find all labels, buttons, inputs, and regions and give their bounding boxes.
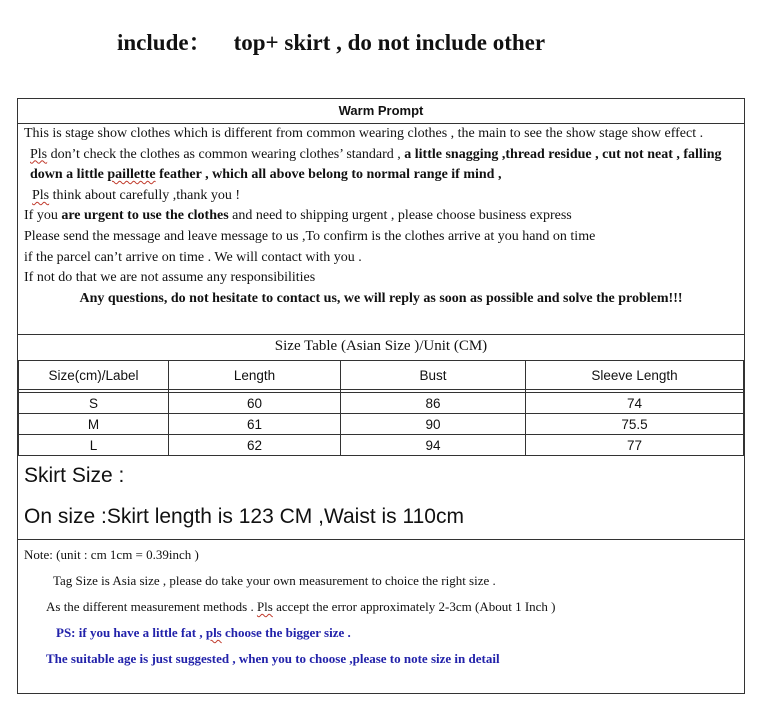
- cell-size: L: [19, 435, 169, 456]
- prompt-line-2: Pls don’t check the clothes as common wearing clothes’ standard , a little snagging ,thread residue , cut not neat , falling down a little paillette feather , which all above belong to normal range if mind ,: [30, 146, 722, 183]
- warm-prompt-body: [24, 124, 738, 309]
- col-header-length: Length: [169, 361, 341, 390]
- prompt-line-1: This is stage show clothes which is different from common wearing clothes , the main to see the show stage show effect .: [24, 126, 704, 141]
- page-headline: [117, 24, 545, 57]
- col-header-sleeve-length: Sleeve Length: [526, 361, 744, 390]
- note-tag-size: Tag Size is Asia size , please do take your own measurement to choice the right size .: [53, 573, 496, 588]
- note-suitable-age: The suitable age is just suggested , when you to choose ,please to note size in detail: [46, 651, 500, 666]
- size-table-title: Size Table (Asian Size )/Unit (CM): [274, 338, 488, 354]
- cell-length: 60: [169, 393, 341, 414]
- note-unit: Note: (unit : cm 1cm = 0.39inch ): [24, 547, 199, 562]
- skirt-size-detail: On size :Skirt length is 123 CM ,Waist is 110cm: [24, 505, 464, 528]
- cell-sleeve-length: 74: [526, 393, 744, 414]
- col-header-bust: Bust: [341, 361, 526, 390]
- col-header-size: Size(cm)/Label: [19, 361, 169, 390]
- prompt-line-5: Please send the message and leave message to us ,To confirm is the clothes arrive at you hand on time: [24, 228, 596, 244]
- note-measurement: As the different measurement methods . Pls accept the error approximately 2-3cm (About 1 Inch ): [46, 599, 556, 614]
- headline-include-label: include：: [117, 30, 212, 55]
- warm-prompt-title: Warm Prompt: [338, 103, 424, 118]
- table-row: [19, 414, 744, 435]
- size-table-header-row: [19, 361, 744, 390]
- prompt-line-4: If you are urgent to use the clothes and need to shipping urgent , please choose business express: [24, 208, 572, 224]
- cell-size: M: [19, 414, 169, 435]
- cell-bust: 94: [341, 435, 526, 456]
- cell-size: S: [19, 393, 169, 414]
- cell-bust: 86: [341, 393, 526, 414]
- cell-sleeve-length: 77: [526, 435, 744, 456]
- size-table: [18, 360, 744, 456]
- cell-bust: 90: [341, 414, 526, 435]
- skirt-size-title: Skirt Size :: [24, 464, 125, 487]
- table-row: [19, 435, 744, 456]
- prompt-line-3: Pls think about carefully ,thank you !: [32, 187, 241, 203]
- prompt-line-7: If not do that we are not assume any responsibilities: [24, 270, 316, 286]
- cell-length: 61: [169, 414, 341, 435]
- prompt-line-6: if the parcel can’t arrive on time . We will contact with you .: [24, 249, 362, 265]
- cell-sleeve-length: 75.5: [526, 414, 744, 435]
- headline-include-text: top+ skirt , do not include other: [233, 30, 546, 55]
- table-row: [19, 393, 744, 414]
- cell-length: 62: [169, 435, 341, 456]
- note-ps-bigger-size: PS: if you have a little fat , pls choose the bigger size .: [56, 625, 351, 640]
- prompt-line-8: Any questions, do not hesitate to contact us, we will reply as soon as possible and solve the problem!!!: [79, 290, 683, 306]
- info-sheet: [17, 98, 745, 694]
